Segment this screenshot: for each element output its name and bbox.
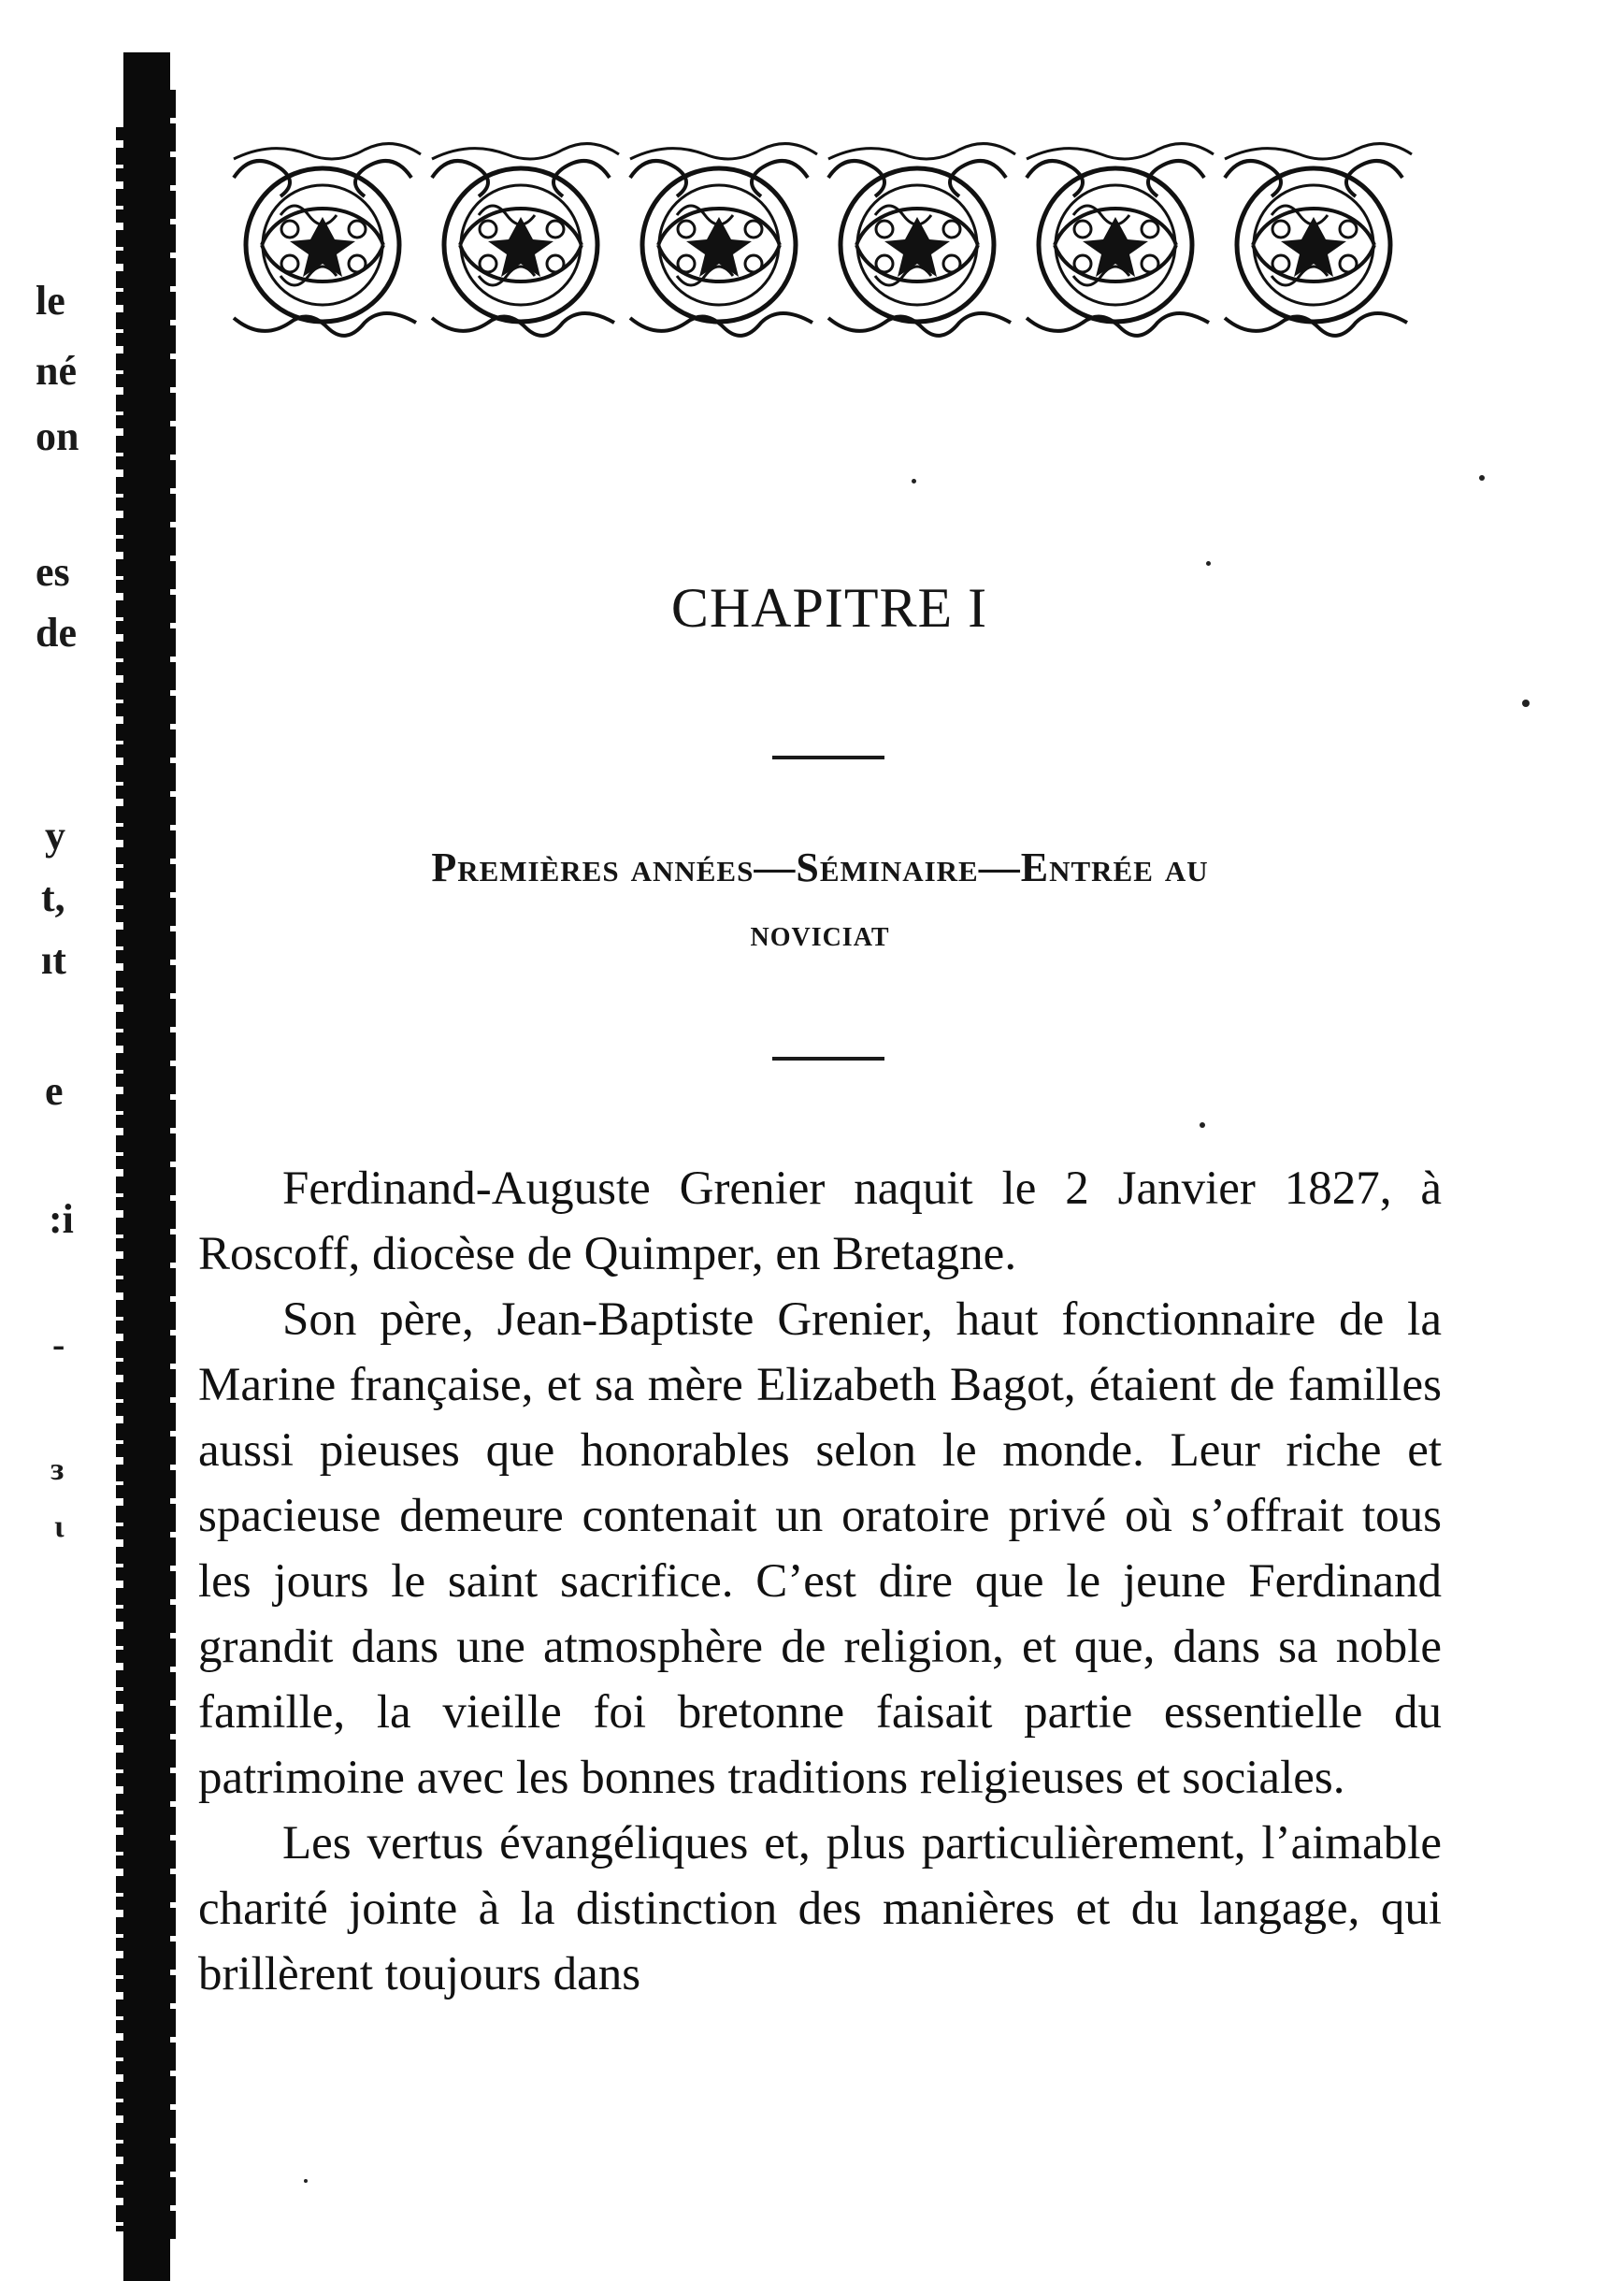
paragraph: Les vertus évangéliques et, plus particulièrement, l’aimable charité jointe à la distinction des manières et du langage, qui brillèrent toujours dans (198, 1817, 1442, 2000)
chapter-title: CHAPITRE I (670, 577, 988, 639)
margin-fragment: e (45, 1068, 64, 1114)
margin-fragment: de (36, 610, 77, 656)
separator-rule (772, 1057, 884, 1061)
chapter-subtitle-line2: noviciat (750, 912, 890, 954)
margin-fragment: ıt (41, 937, 66, 983)
scan-speck (912, 479, 916, 484)
separator-rule (772, 756, 884, 759)
scan-speck (1206, 561, 1211, 566)
margin-fragment: ι (54, 1509, 65, 1544)
margin-fragment: ɜ (50, 1452, 65, 1487)
ornamental-header-band (224, 140, 1416, 351)
margin-fragment: y (45, 813, 65, 859)
margin-fragment: :i (49, 1196, 74, 1242)
body-text (198, 1156, 1442, 2007)
scan-speck (1200, 1122, 1205, 1128)
margin-fragment: es (36, 549, 70, 595)
margin-fragment: on (36, 413, 79, 459)
scan-speck (304, 2179, 308, 2183)
paragraph: Son père, Jean-Baptiste Grenier, haut fonctionnaire de la Marine française, et sa mère Elizabeth Bagot, étaient de familles aussi pieuses que honorables selon le monde. Leur riche et spacieuse demeure contenait un oratoire privé où s’offrait tous les jours le saint sacrifice. C’est dire que le jeune Ferdinand grandit dans une atmosphère de religion, et que, dans sa noble famille, la vieille foi bretonne faisait partie essentielle du patrimoine avec les bonnes traditions religieuses et sociales. (198, 1293, 1442, 1804)
scan-speck (1522, 700, 1530, 707)
chapter-subtitle-line1: Premières années—Séminaire—Entrée au (431, 845, 1209, 890)
margin-fragment: - (52, 1323, 65, 1365)
paragraph: Ferdinand-Auguste Grenier naquit le 2 Janvier 1827, à Roscoff, diocèse de Quimper, en Bretagne. (198, 1162, 1442, 1280)
margin-fragment: le (36, 278, 65, 324)
margin-fragment: né (36, 348, 77, 394)
binding-gutter (123, 52, 170, 2281)
scan-speck (1479, 475, 1485, 481)
margin-fragment: t, (41, 874, 65, 920)
